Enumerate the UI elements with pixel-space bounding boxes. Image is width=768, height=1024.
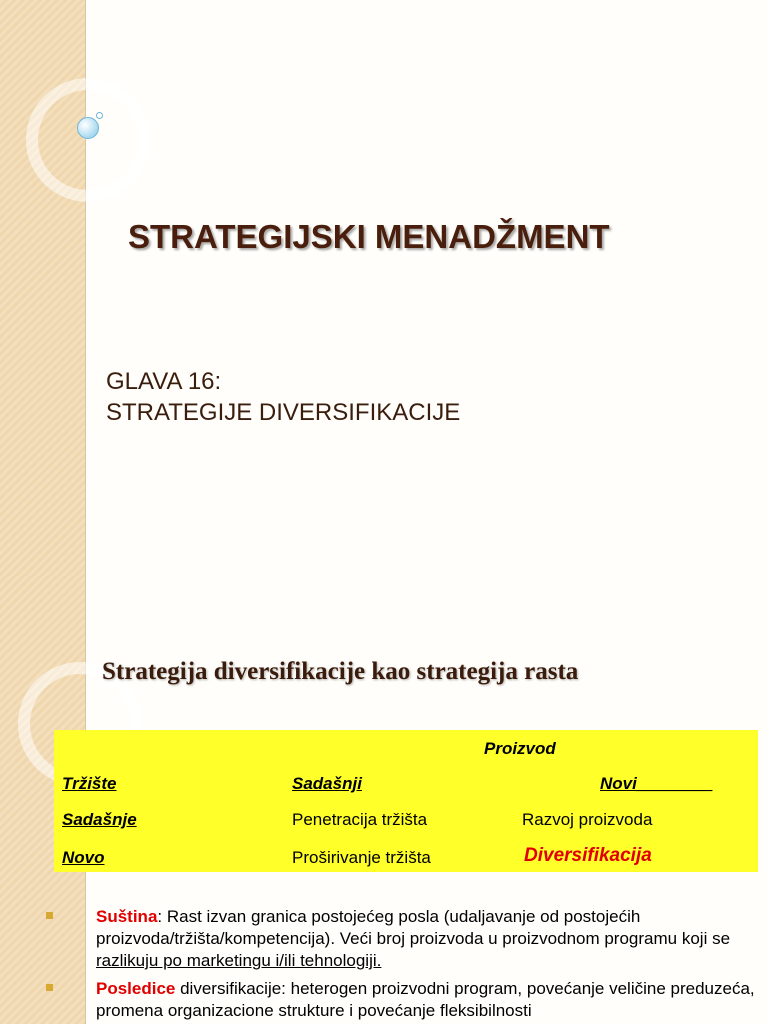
slide-title: STRATEGIJSKI MENADŽMENT (128, 218, 610, 255)
chapter-number: GLAVA 16: (106, 368, 222, 395)
cell-market-penetration: Penetracija tržišta (292, 810, 428, 829)
bullet-consequences-text: diversifikacije: heterogen proizvodni program, povećanje veličine preduzeća, promena organizacione strukture i povećanje fleksibilnosti (96, 979, 755, 1020)
bullet-essence (40, 906, 760, 972)
bullet-consequences-label: Posledice (96, 979, 176, 998)
cell-product-development: Razvoj proizvoda (522, 810, 653, 829)
product-header: Proizvod (484, 739, 556, 758)
col-current-header: Sadašnji (292, 774, 362, 793)
cell-market-development: Proširivanje tržišta (292, 848, 431, 867)
col-new-label: Novi (600, 774, 637, 793)
bullet-list (40, 906, 760, 1024)
bullet-essence-label: Suština (96, 907, 158, 926)
content-slide (0, 576, 768, 1024)
bullet-square-icon (46, 984, 53, 991)
small-bubble-icon (96, 112, 103, 119)
chapter-subtitle (106, 366, 460, 428)
bubble-icon (77, 117, 99, 139)
chapter-title: STRATEGIJE DIVERSIFIKACIJE (106, 399, 461, 426)
growth-matrix (54, 730, 758, 872)
cell-diversification: Diversifikacija (524, 845, 652, 866)
bullet-essence-text: : Rast izvan granica postojećeg posla (udaljavanje od postojećih proizvoda/tržišta/kompetencija). Veći broj proizvoda u proizvodnom programu koji se (96, 907, 731, 948)
row-current-header: Sadašnje (62, 810, 137, 829)
col-new-underline: ________ (636, 774, 713, 793)
col-new-header (600, 774, 712, 794)
row-new-header: Novo (62, 848, 105, 867)
slide-heading: Strategija diversifikacije kao strategija rasta (102, 658, 579, 685)
bullet-consequences (40, 978, 760, 1022)
market-label: Tržište (62, 774, 117, 793)
bullet-essence-underlined: razlikuju po marketingu i/ili tehnologiji. (96, 951, 382, 970)
decorative-ring (26, 78, 150, 202)
bullet-square-icon (46, 912, 53, 919)
